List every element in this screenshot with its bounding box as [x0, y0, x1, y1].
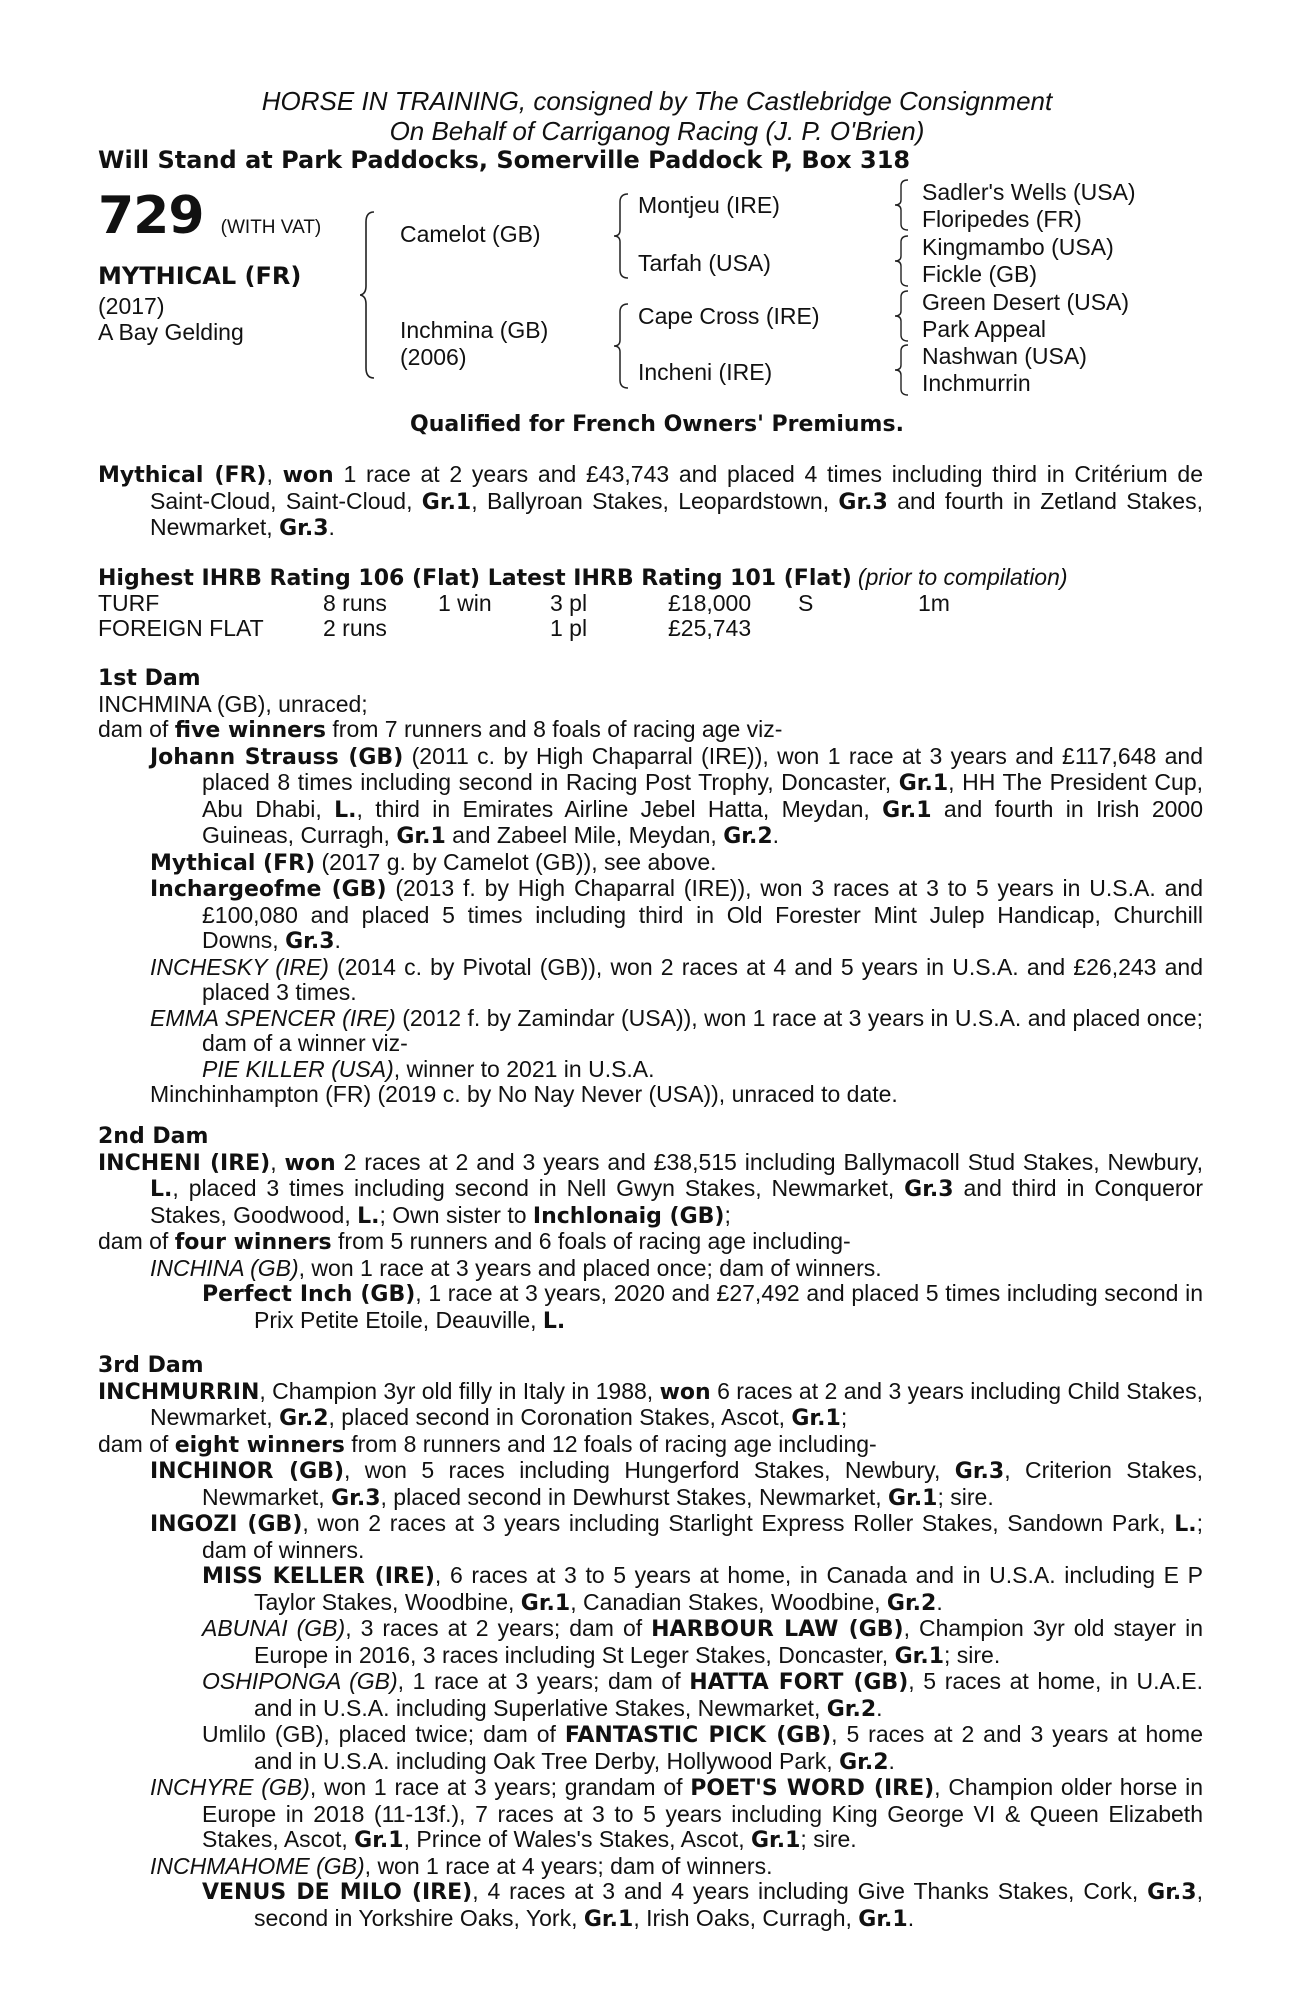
summary-text-3: and fourth in Zetland Stakes, Newmarket,	[150, 487, 1203, 540]
produce-inchinor	[150, 1458, 1203, 1511]
produce-inchmahome	[150, 1854, 1203, 1880]
ggd-3: Park Appeal	[922, 316, 1047, 342]
t: , won 2 races at 3 years including Starlight Express Roller Stakes, Sandown Park,	[302, 1510, 1175, 1536]
second-dam-section	[98, 1124, 1203, 1334]
record-wins	[438, 616, 550, 641]
rating-note: (prior to compilation)	[857, 564, 1068, 590]
dam: Inchmina (GB)	[400, 317, 549, 343]
winners-count: eight winners	[174, 1432, 345, 1458]
summary-text-2: , Ballyroan Stakes, Leopardstown,	[471, 487, 839, 514]
n: POET'S WORD (IRE)	[690, 1776, 935, 1801]
t: .	[334, 927, 341, 953]
produce-minchinhampton: Minchinhampton (FR) (2019 c. by No Nay Never (USA)), unraced to date.	[150, 1081, 898, 1107]
ggs-4: Nashwan (USA)	[922, 343, 1087, 369]
n: INGOZI (GB)	[150, 1512, 303, 1537]
n: MISS KELLER (IRE)	[202, 1564, 435, 1589]
rating-line	[98, 564, 1068, 591]
record-distance: 1m	[918, 590, 950, 616]
record-runs: 8 runs	[323, 590, 387, 616]
pedigree-brace-sire	[614, 192, 638, 280]
third-dam-section	[98, 1353, 1203, 1932]
n: INCHESKY (IRE)	[150, 953, 329, 980]
produce-inchyre	[150, 1775, 1203, 1854]
t: , 3 races at 2 years; dam of	[345, 1615, 652, 1641]
t: ;	[724, 1201, 731, 1228]
dam-sire: Cape Cross (IRE)	[638, 303, 820, 329]
brace-sd	[894, 234, 918, 288]
first-dam-produce-line	[98, 717, 1203, 744]
g: L.	[334, 797, 357, 823]
t: dam of	[98, 1430, 175, 1457]
second-dam-record: INCHENI (IRE), won 2 races at 2 and 3 years and £38,515 including Ballymacoll Stud Stakes, Newbury, L., placed 3 times including second in Nell Gwyn Stakes, Newmarket, Gr.3 and third in Conqueror Stakes, Goodwood, L.; Own sister to Inchlonaig (GB);	[98, 1148, 1203, 1229]
n: INCHYRE (GB)	[150, 1774, 310, 1800]
ggd-2: Fickle (GB)	[922, 261, 1037, 287]
t: from 7 runners and 8 foals of racing age viz-	[326, 716, 783, 742]
summary-name: Mythical (FR)	[98, 463, 267, 488]
header-line-1: HORSE IN TRAINING, consigned by The Castlebridge Consignment	[261, 86, 1053, 116]
t: and fourth in Irish 2000 Guineas, Curragh,	[202, 795, 1203, 848]
g: Gr.1	[858, 1906, 908, 1932]
brace-dd	[894, 343, 918, 397]
t: , winner to 2021 in U.S.A.	[393, 1055, 655, 1082]
record-distance	[918, 616, 950, 641]
t: (2011 c. by High Chaparral (IRE)), won 1 race at 3 years and £117,648 and placed 8 times including second in Racing Post Trophy, Doncaster,	[202, 742, 1203, 795]
g: Gr.3	[285, 929, 335, 954]
record-money: £25,743	[668, 615, 752, 641]
t: Umlilo (GB), placed twice; dam of	[202, 1721, 565, 1747]
winners-count: four winners	[174, 1230, 332, 1255]
n: Mythical (FR)	[150, 850, 316, 876]
produce-mythical	[150, 850, 1203, 877]
record-placed: 3 pl	[550, 590, 588, 616]
produce-ingozi	[150, 1511, 1203, 1563]
grandproduce-pie-killer	[202, 1057, 1203, 1083]
third-dam-heading: 3rd Dam	[98, 1353, 204, 1378]
pedigree-brace-main	[360, 210, 400, 380]
horse-year: (2017)	[98, 293, 165, 319]
ggs-1: Sadler's Wells (USA)	[922, 179, 1136, 205]
second-dam-produce-line	[98, 1229, 1203, 1256]
t: , 1 race at 3 years, 2020 and £27,492 and placed 5 times including second in Prix Petite Etoile, Deauville,	[254, 1280, 1204, 1333]
third-dam-record	[98, 1379, 1203, 1432]
t: , Prince of Wales's Stakes, Ascot,	[403, 1826, 751, 1852]
won: won	[284, 1150, 336, 1176]
grandproduce-miss-keller	[202, 1563, 1203, 1616]
ggs-2: Kingmambo (USA)	[922, 234, 1114, 260]
n: INCHMURRIN	[98, 1379, 260, 1405]
n: Johann Strauss (GB)	[150, 744, 404, 770]
t: , third in Emirates Airline Jebel Hatta, Meydan,	[356, 795, 883, 822]
record-wins: 1 win	[438, 590, 492, 616]
t: , 6 races at 3 to 5 years at home, in Canada and in U.S.A. including E P Taylor Stakes, Woodbine,	[254, 1562, 1203, 1615]
record-going	[798, 616, 918, 641]
t: and Zabeel Mile, Meydan,	[445, 822, 724, 848]
premiums-note: Qualified for French Owners' Premiums.	[410, 412, 904, 437]
t: , HH The President Cup, Abu Dhabi,	[202, 769, 1203, 822]
ggs-3: Green Desert (USA)	[922, 289, 1130, 315]
t: 6 races at 2 and 3 years including Child Stakes, Newmarket,	[150, 1377, 1203, 1430]
race-summary: Mythical (FR), won 1 race at 2 years and £43,743 and placed 4 times including third in Critérium de Saint-Cloud, Saint-Cloud, Gr.1, Ballyroan Stakes, Leopardstown, Gr.3 and fourth in Zetland Stakes, Newmarket, Gr.3.	[98, 461, 1203, 541]
first-dam-heading: 1st Dam	[98, 666, 201, 691]
rating-text: Highest IHRB Rating 106 (Flat) Latest IHRB Rating 101 (Flat)	[98, 566, 852, 591]
t: , Champion 3yr old stayer in Europe in 2016, 3 races including St Leger Stakes, Doncaster,	[254, 1615, 1203, 1668]
g: Gr.3	[331, 1485, 381, 1511]
third-dam-produce-line	[98, 1432, 1203, 1459]
g: Gr.3	[954, 1459, 1005, 1484]
t: and third in Conqueror Stakes, Goodwood,	[150, 1175, 1203, 1228]
summary-won: won	[282, 463, 334, 488]
sister: Inchlonaig (GB)	[532, 1203, 725, 1229]
grandproduce-abunai	[202, 1616, 1203, 1669]
record-type: TURF	[98, 590, 160, 616]
lot-number-value: 729	[98, 186, 204, 246]
race-record-table	[98, 591, 950, 641]
n: INCHINOR (GB)	[150, 1459, 344, 1484]
grandproduce-umlilo	[202, 1722, 1203, 1775]
t: ;	[840, 1404, 848, 1430]
t: ; dam of winners.	[202, 1510, 1203, 1563]
t: ; sire.	[937, 1483, 994, 1510]
brace-ss	[894, 178, 918, 232]
g: Gr.1	[354, 1828, 404, 1853]
t: , Irish Oaks, Curragh,	[633, 1904, 859, 1931]
n: Inchargeofme (GB)	[150, 877, 387, 902]
g: Gr.1	[583, 1906, 634, 1932]
produce-inchesky	[150, 955, 1203, 1006]
lot-number	[98, 186, 321, 246]
summary-grade-1: Gr.1	[421, 489, 472, 515]
g: Gr.3	[1147, 1880, 1197, 1905]
pedigree-brace-dam	[614, 302, 638, 390]
t: , second in Yorkshire Oaks, York,	[254, 1878, 1203, 1931]
stand-location: Will Stand at Park Paddocks, Somerville Paddock P, Box 318	[98, 146, 911, 174]
n: INCHINA (GB)	[150, 1254, 299, 1281]
g: Gr.3	[904, 1177, 954, 1202]
horse-name: MYTHICAL (FR)	[98, 262, 302, 290]
record-money: £18,000	[668, 590, 752, 616]
g: Gr.2	[826, 1696, 877, 1722]
record-going: S	[798, 590, 814, 616]
summary-grade-3: Gr.3	[838, 489, 888, 515]
g: Gr.2	[886, 1590, 937, 1616]
t: , 5 races at home, in U.A.E. and in U.S.A. including Superlative Stakes, Newmarket,	[254, 1668, 1203, 1721]
t: , won 1 race at 3 years; grandam of	[309, 1774, 691, 1800]
t: .	[876, 1694, 883, 1721]
record-runs: 2 runs	[323, 615, 387, 641]
ggd-4: Inchmurrin	[922, 370, 1031, 396]
n: HATTA FORT (GB)	[689, 1670, 909, 1695]
n: INCHMAHOME (GB)	[150, 1852, 365, 1879]
winners-count: five winners	[174, 718, 327, 743]
t: , won 1 race at 3 years and placed once; dam of winners.	[298, 1254, 882, 1281]
t: , Criterion Stakes, Newmarket,	[202, 1457, 1203, 1510]
n: EMMA SPENCER (IRE)	[150, 1004, 396, 1031]
t: , 1 race at 3 years; dam of	[397, 1668, 690, 1694]
summary-grade-3b: Gr.3	[279, 516, 329, 541]
t: , Canadian Stakes, Woodbine,	[570, 1588, 887, 1615]
dam-year: (2006)	[400, 344, 467, 370]
record-row	[98, 616, 950, 641]
t: (2013 f. by High Chaparral (IRE)), won 3 races at 3 to 5 years in U.S.A. and £100,080 and placed 5 times including third in Old Forester Mint Julep Handicap, Churchill Downs,	[202, 875, 1203, 953]
t: 2 races at 2 and 3 years and £38,515 including Ballymacoll Stud Stakes, Newbury,	[335, 1148, 1203, 1175]
produce-emma-spencer	[150, 1006, 1203, 1057]
first-dam-section	[98, 666, 1203, 1108]
won: won	[659, 1379, 711, 1405]
g: L.	[1174, 1512, 1197, 1537]
sire: Camelot (GB)	[400, 221, 541, 247]
t: dam of	[98, 716, 175, 742]
t: .	[907, 1904, 915, 1931]
t: ; sire.	[800, 1826, 857, 1852]
g: Gr.1	[750, 1828, 801, 1853]
t: , Champion older horse in Europe in 2018 (11-13f.), 7 races at 3 to 5 years including King George VI & Queen Elizabeth Stakes, Ascot,	[202, 1774, 1203, 1852]
record-type: FOREIGN FLAT	[98, 615, 264, 641]
g: Gr.1	[898, 771, 949, 796]
summary-text-4: .	[328, 514, 335, 540]
record-row	[98, 591, 950, 616]
t: , won 5 races including Hungerford Stakes, Newbury,	[344, 1457, 955, 1483]
t: , 4 races at 3 and 4 years including Give Thanks Stakes, Cork,	[472, 1878, 1148, 1904]
t: , placed 3 times including second in Nell Gwyn Stakes, Newmarket,	[172, 1175, 905, 1201]
produce-inchina	[150, 1256, 1203, 1282]
g: Gr.1	[894, 1643, 944, 1669]
sire-dam: Tarfah (USA)	[638, 250, 771, 276]
t: , Champion 3yr old filly in Italy in 1988,	[259, 1377, 660, 1404]
grandproduce-oshiponga	[202, 1669, 1203, 1722]
g: Gr.1	[396, 824, 446, 849]
g: Gr.2	[723, 824, 773, 849]
grandproduce-perfect-inch	[202, 1281, 1203, 1334]
produce-inchargeofme	[150, 876, 1203, 955]
t: (2017 g. by Camelot (GB)), see above.	[315, 848, 717, 875]
g: L.	[542, 1308, 566, 1334]
t: , placed second in Coronation Stakes, Ascot,	[328, 1404, 792, 1430]
t: .	[888, 1747, 895, 1774]
t: .	[772, 822, 780, 848]
g: Gr.2	[839, 1749, 889, 1775]
n: ABUNAI (GB)	[202, 1615, 346, 1641]
sire-sire: Montjeu (IRE)	[638, 192, 780, 218]
g: Gr.2	[279, 1406, 329, 1431]
t: ; Own sister to	[379, 1201, 533, 1228]
n: PIE KILLER (USA)	[202, 1055, 394, 1082]
grandproduce-venus-de-milo	[202, 1879, 1203, 1932]
produce-johann-strauss	[150, 744, 1203, 850]
g: Gr.1	[882, 797, 932, 823]
t: ; sire.	[944, 1641, 1001, 1668]
dam-dam: Incheni (IRE)	[638, 359, 773, 385]
t: from 8 runners and 12 foals of racing age including-	[344, 1430, 877, 1457]
t: (2014 c. by Pivotal (GB)), won 2 races at 4 and 5 years in U.S.A. and £26,243 and placed 3 times.	[202, 953, 1203, 1005]
ggd-1: Floripedes (FR)	[922, 206, 1082, 232]
header-line-2: On Behalf of Carriganog Racing (J. P. O'Brien)	[389, 116, 925, 146]
g: Gr.1	[888, 1485, 938, 1511]
summary-text-1: 1 race at 2 years and £43,743 and placed 4 times including third in Critérium de Saint-Cloud, Saint-Cloud,	[150, 461, 1203, 514]
n: VENUS DE MILO (IRE)	[202, 1880, 473, 1905]
t: dam of	[98, 1228, 175, 1254]
t: (2012 f. by Zamindar (USA)), won 1 race at 3 years in U.S.A. and placed once; dam of a winner viz-	[202, 1004, 1203, 1056]
t: , won 1 race at 4 years; dam of winners.	[364, 1852, 773, 1879]
g: Gr.1	[791, 1406, 841, 1431]
n: OSHIPONGA (GB)	[202, 1668, 398, 1694]
n: INCHENI (IRE)	[98, 1150, 271, 1176]
t: .	[936, 1588, 943, 1615]
n: FANTASTIC PICK (GB)	[564, 1723, 832, 1748]
t: , 5 races at 2 and 3 years at home and in U.S.A. including Oak Tree Derby, Hollywood Park,	[254, 1721, 1203, 1774]
g: Gr.1	[520, 1590, 571, 1616]
t: , placed second in Dewhurst Stakes, Newmarket,	[380, 1483, 889, 1510]
n: Perfect Inch (GB)	[202, 1282, 416, 1307]
lot-vat: (WITH VAT)	[220, 217, 322, 238]
n: HARBOUR LAW (GB)	[651, 1617, 904, 1642]
second-dam-heading: 2nd Dam	[98, 1124, 209, 1149]
g: L.	[150, 1177, 173, 1202]
horse-description: A Bay Gelding	[98, 319, 244, 345]
record-placed: 1 pl	[550, 615, 588, 641]
t: from 5 runners and 6 foals of racing age including-	[331, 1228, 851, 1254]
first-dam-line: INCHMINA (GB), unraced;	[98, 690, 368, 717]
brace-ds	[894, 289, 918, 343]
g: L.	[357, 1203, 380, 1229]
